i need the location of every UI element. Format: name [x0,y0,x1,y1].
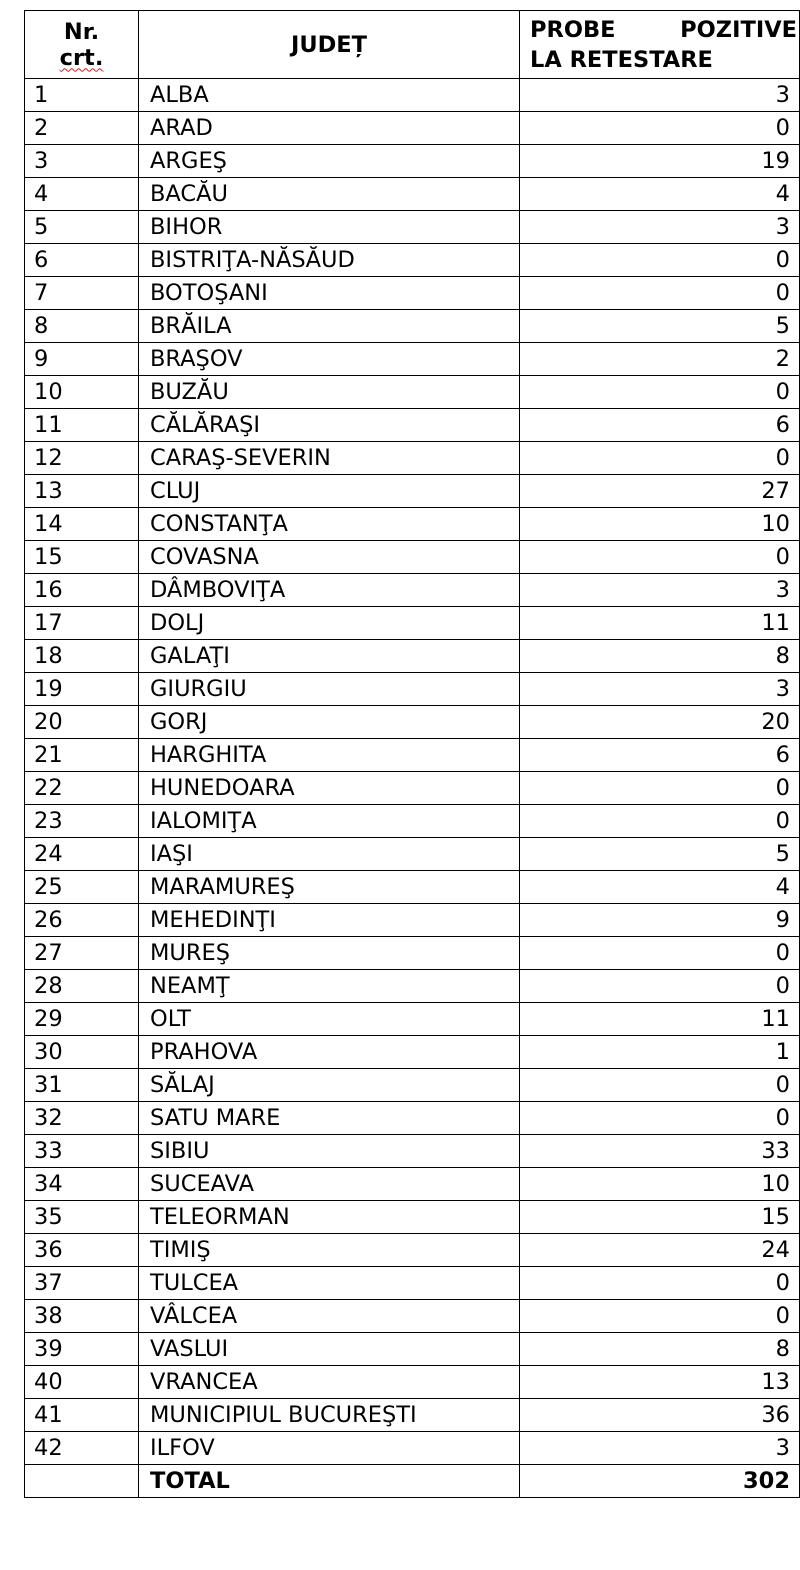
table-row [25,376,800,409]
row-value-cell: 0 [520,805,800,838]
row-judet-cell: CARAŞ-SEVERIN [139,442,520,475]
row-nr-cell: 39 [25,1333,139,1366]
table-row [25,607,800,640]
table-row [25,1003,800,1036]
row-nr-cell: 2 [25,112,139,145]
row-value-cell: 6 [520,409,800,442]
row-judet-cell: GALAŢI [139,640,520,673]
row-judet-cell: BRAŞOV [139,343,520,376]
row-nr-cell: 34 [25,1168,139,1201]
header-judet: JUDEȚ [139,11,520,79]
row-value-cell: 0 [520,772,800,805]
row-nr-cell: 5 [25,211,139,244]
row-nr-cell: 20 [25,706,139,739]
table-row [25,244,800,277]
row-judet-cell: SATU MARE [139,1102,520,1135]
row-judet-cell: ARAD [139,112,520,145]
row-value-cell: 0 [520,277,800,310]
table-row [25,310,800,343]
row-nr-cell: 13 [25,475,139,508]
row-value-cell: 10 [520,508,800,541]
row-judet-cell: HARGHITA [139,739,520,772]
row-nr-cell: 22 [25,772,139,805]
table-row [25,1366,800,1399]
table-row [25,145,800,178]
row-nr-cell: 23 [25,805,139,838]
table-row [25,904,800,937]
header-nr-line2: crt. [59,44,104,71]
row-value-cell: 13 [520,1366,800,1399]
row-judet-cell: GIURGIU [139,673,520,706]
row-value-cell: 0 [520,112,800,145]
table-row [25,1399,800,1432]
row-judet-cell: TELEORMAN [139,1201,520,1234]
total-row [25,1465,800,1498]
table-row [25,937,800,970]
header-probe-line1: PROBE POZITIVE [530,16,797,43]
row-judet-cell: CONSTANŢA [139,508,520,541]
row-judet-cell: ARGEŞ [139,145,520,178]
row-judet-cell: BISTRIŢA-NĂSĂUD [139,244,520,277]
row-value-cell: 4 [520,178,800,211]
row-value-cell: 10 [520,1168,800,1201]
row-nr-cell: 14 [25,508,139,541]
row-value-cell: 11 [520,607,800,640]
row-nr-cell: 4 [25,178,139,211]
row-judet-cell: BOTOŞANI [139,277,520,310]
row-value-cell: 4 [520,871,800,904]
table-row [25,409,800,442]
row-nr-cell: 11 [25,409,139,442]
header-nr-crt [25,11,139,79]
row-judet-cell: TIMIŞ [139,1234,520,1267]
row-nr-cell: 6 [25,244,139,277]
row-value-cell: 0 [520,1102,800,1135]
table-row [25,343,800,376]
row-value-cell: 0 [520,1300,800,1333]
table-row [25,1201,800,1234]
table-row [25,1168,800,1201]
row-judet-cell: PRAHOVA [139,1036,520,1069]
table-row [25,970,800,1003]
row-nr-cell: 32 [25,1102,139,1135]
row-judet-cell: BUZĂU [139,376,520,409]
row-judet-cell: SĂLAJ [139,1069,520,1102]
row-nr-cell: 18 [25,640,139,673]
row-judet-cell: MARAMUREŞ [139,871,520,904]
row-nr-cell: 31 [25,1069,139,1102]
row-judet-cell: MEHEDINŢI [139,904,520,937]
table-row [25,442,800,475]
row-nr-cell: 15 [25,541,139,574]
row-judet-cell: BIHOR [139,211,520,244]
table-row [25,1432,800,1465]
row-nr-cell: 41 [25,1399,139,1432]
row-value-cell: 27 [520,475,800,508]
row-value-cell: 0 [520,1267,800,1300]
row-value-cell: 3 [520,79,800,112]
table-row [25,838,800,871]
row-judet-cell: IALOMIŢA [139,805,520,838]
row-value-cell: 5 [520,310,800,343]
row-value-cell: 3 [520,1432,800,1465]
header-probe-line2: LA RETESTARE [530,46,713,73]
row-nr-cell: 30 [25,1036,139,1069]
row-value-cell: 15 [520,1201,800,1234]
row-value-cell: 11 [520,1003,800,1036]
table-row [25,475,800,508]
row-judet-cell: MUNICIPIUL BUCUREŞTI [139,1399,520,1432]
table-row [25,772,800,805]
row-value-cell: 8 [520,1333,800,1366]
row-nr-cell: 42 [25,1432,139,1465]
table-row [25,211,800,244]
row-judet-cell: MUREŞ [139,937,520,970]
table-body [25,79,800,1465]
row-nr-cell: 40 [25,1366,139,1399]
row-judet-cell: VÂLCEA [139,1300,520,1333]
row-judet-cell: OLT [139,1003,520,1036]
row-judet-cell: SUCEAVA [139,1168,520,1201]
row-value-cell: 3 [520,211,800,244]
row-judet-cell: CĂLĂRAŞI [139,409,520,442]
row-nr-cell: 37 [25,1267,139,1300]
row-value-cell: 9 [520,904,800,937]
row-value-cell: 5 [520,838,800,871]
row-value-cell: 33 [520,1135,800,1168]
table-row [25,706,800,739]
row-nr-cell: 35 [25,1201,139,1234]
table-row [25,1102,800,1135]
row-judet-cell: ILFOV [139,1432,520,1465]
table-row [25,1036,800,1069]
row-value-cell: 20 [520,706,800,739]
row-nr-cell: 9 [25,343,139,376]
row-judet-cell: NEAMŢ [139,970,520,1003]
table-row [25,277,800,310]
row-value-cell: 0 [520,442,800,475]
header-probe-pozitive [520,11,800,79]
row-nr-cell: 28 [25,970,139,1003]
table-row [25,1333,800,1366]
row-nr-cell: 38 [25,1300,139,1333]
table-row [25,1234,800,1267]
row-value-cell: 1 [520,1036,800,1069]
table-row [25,1069,800,1102]
table-row [25,739,800,772]
row-judet-cell: HUNEDOARA [139,772,520,805]
row-judet-cell: BACĂU [139,178,520,211]
row-judet-cell: DOLJ [139,607,520,640]
row-nr-cell: 29 [25,1003,139,1036]
row-value-cell: 3 [520,673,800,706]
table-row [25,541,800,574]
row-nr-cell: 21 [25,739,139,772]
table-row [25,805,800,838]
row-judet-cell: VASLUI [139,1333,520,1366]
row-value-cell: 3 [520,574,800,607]
table-header-row [25,11,800,79]
total-label: TOTAL [139,1465,520,1498]
row-value-cell: 6 [520,739,800,772]
row-nr-cell: 10 [25,376,139,409]
table-row [25,871,800,904]
row-judet-cell: GORJ [139,706,520,739]
table-row [25,574,800,607]
row-value-cell: 0 [520,937,800,970]
row-judet-cell: COVASNA [139,541,520,574]
row-judet-cell: CLUJ [139,475,520,508]
row-nr-cell: 16 [25,574,139,607]
table-row [25,178,800,211]
row-nr-cell: 1 [25,79,139,112]
row-value-cell: 0 [520,244,800,277]
row-judet-cell: VRANCEA [139,1366,520,1399]
row-nr-cell: 3 [25,145,139,178]
row-value-cell: 0 [520,376,800,409]
row-nr-cell: 12 [25,442,139,475]
row-judet-cell: BRĂILA [139,310,520,343]
table-row [25,640,800,673]
row-value-cell: 36 [520,1399,800,1432]
row-value-cell: 2 [520,343,800,376]
row-judet-cell: DÂMBOVIŢA [139,574,520,607]
total-value: 302 [520,1465,800,1498]
row-judet-cell: ALBA [139,79,520,112]
table-row [25,1267,800,1300]
row-nr-cell: 7 [25,277,139,310]
row-nr-cell: 19 [25,673,139,706]
county-results-table-container [24,10,799,1498]
table-row [25,508,800,541]
table-row [25,1135,800,1168]
header-nr-line1: Nr. [63,18,100,45]
row-value-cell: 0 [520,970,800,1003]
row-judet-cell: TULCEA [139,1267,520,1300]
total-nr-cell [25,1465,139,1498]
row-nr-cell: 25 [25,871,139,904]
row-nr-cell: 24 [25,838,139,871]
row-nr-cell: 33 [25,1135,139,1168]
row-value-cell: 19 [520,145,800,178]
row-value-cell: 24 [520,1234,800,1267]
row-value-cell: 8 [520,640,800,673]
row-judet-cell: SIBIU [139,1135,520,1168]
row-nr-cell: 36 [25,1234,139,1267]
table-row [25,1300,800,1333]
row-judet-cell: IAŞI [139,838,520,871]
table-row [25,79,800,112]
row-nr-cell: 27 [25,937,139,970]
row-nr-cell: 17 [25,607,139,640]
row-nr-cell: 8 [25,310,139,343]
row-nr-cell: 26 [25,904,139,937]
county-results-table [24,10,800,1498]
row-value-cell: 0 [520,541,800,574]
row-value-cell: 0 [520,1069,800,1102]
table-row [25,112,800,145]
table-row [25,673,800,706]
